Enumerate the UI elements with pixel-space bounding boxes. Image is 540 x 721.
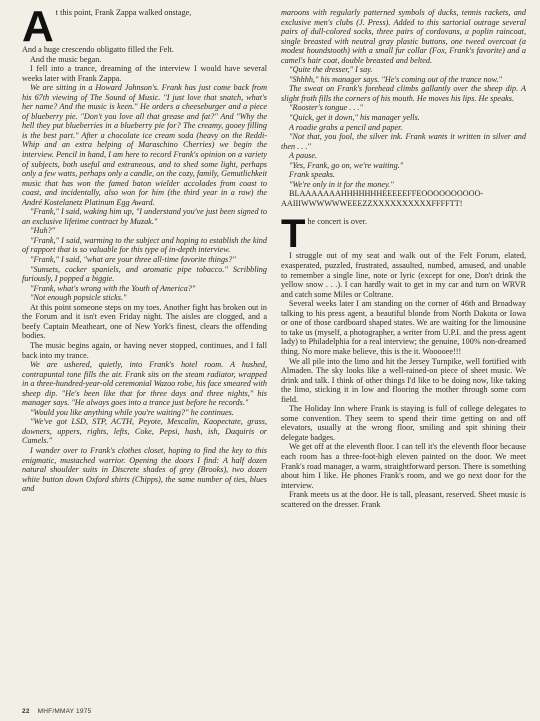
paragraph-text: "Frank, what's wrong with the Youth of America?" <box>30 283 196 293</box>
paragraph-text: "Quick, get it down," his manager yells. <box>289 113 420 123</box>
paragraph-text: "Frank," I said, "what are your three all-time favorite things?" <box>30 255 236 265</box>
column-left <box>22 8 267 702</box>
paragraph-text: "Frank," I said, warming to the subject and hoping to establish the kind of rapport that is so valuable for this type of in-depth interview. <box>22 235 267 255</box>
paragraph-text: "Shhhh," his manager says. "He's coming out of the trance now." <box>289 74 502 84</box>
column-right <box>281 8 526 702</box>
paragraph <box>22 45 267 55</box>
paragraph-text: And the music began. <box>30 54 102 64</box>
paragraph-text: "We've got LSD, STP, ACTH, Peyote, Mescalin, Kaopectate, grass, downers, uppers, rights, lefts, Coke, Pepsi, hash, ish, Daquiris or Camels." <box>22 417 267 446</box>
paragraph <box>281 404 526 442</box>
paragraph <box>281 189 526 208</box>
paragraph <box>22 255 267 265</box>
paragraph-text: maroons with regularly patterned symbols of ducks, tennis rackets, and exclusive men's clubs (J. Press). Added to this sartorial outrage several pairs of dull-colored socks, three pairs of cordovans, a poplin raincoat, single breasted with neutral gray plastic buttons, one tweed overcoat (a modest houndstooth) with a small fur collar (Fox, Frank's favorite) and a camel's hair coat, double breasted and belted. <box>281 8 526 65</box>
page-number: 22 <box>22 708 30 715</box>
paragraph-text: "Rooster's tongue . . ." <box>289 103 363 113</box>
paragraph <box>22 83 267 207</box>
paragraph-text: The Holiday Inn where Frank is staying is full of college delegates to some convention. They seem to spend their time getting on and off elevators, usually at the wrong floor, smiling and spit shining their delegate badges. <box>281 404 526 442</box>
paragraph-text: "Would you like anything while you're waiting?" he continues. <box>30 407 234 417</box>
paragraph-text: We all pile into the limo and hit the Jersey Turnpike, well fortified with Almaden. The sky looks like a well-rained-on piece of sheet music. We drink and talk. I think of other things I'd like to be doing now, like taking the limo, sticking it in low and flooring the mother through some corn field. <box>281 356 526 404</box>
paragraph-text: I fell into a trance, dreaming of the interview I would have several weeks later with Frank Zappa. <box>22 64 267 83</box>
page-footer <box>22 708 91 715</box>
paragraph <box>22 236 267 255</box>
paragraph-text: I struggle out of my seat and walk out of the Felt Forum, elated, exasperated, puzzled, frustrated, assaulted, numbed, amused, and unable to remember a single line, note or lyric (except for one, Don't drink the yellow snow . . .). I can hardly wait to get in my car and turn on WRVR and catch some Miles or Coltrane. <box>281 251 526 299</box>
paragraph <box>281 357 526 405</box>
paragraph <box>281 170 526 180</box>
paragraph <box>22 360 267 408</box>
paragraph-text: "Sunsets, cocker spaniels, and aromatic pipe tobacco." Scribbling furiously, I popped a biggie. <box>22 264 267 284</box>
paragraph-text: "We're only in it for the money." <box>289 179 394 189</box>
paragraph-text: The sweat on Frank's forehead climbs gallantly over the sheep dip. A slight froth fills the corners of his mouth. He moves his lips. He speaks. <box>281 84 526 103</box>
paragraph <box>281 180 526 190</box>
paragraph <box>281 132 526 151</box>
paragraph <box>22 64 267 83</box>
paragraph <box>281 217 526 251</box>
paragraph-text: "Frank," I said, waking him up, "I understand you've just been signed to an exclusive lifetime contract by Muzak." <box>22 207 267 226</box>
paragraph <box>281 442 526 490</box>
paragraph <box>281 251 526 299</box>
paragraph-text: We get off at the eleventh floor. I can tell it's the eleventh floor because each room has a three-foot-high eleven painted on the door. We meet Frank's road manager, a warm, straightforward person. There is something about him I like. He phones Frank's room, and we go next door for the interview. <box>281 442 526 490</box>
paragraph-text: BLAAAAAAAHHHHHHHEEEEEFFEOOOOOOOOOO-AAIIIWWWWWWEEEZZXXXXXXXXXXFFFFTT! <box>281 189 484 208</box>
paragraph-text: "Not enough popsicle sticks." <box>30 293 127 303</box>
paragraph <box>281 65 526 75</box>
paragraph <box>281 8 526 65</box>
paragraph-text: I wander over to Frank's clothes closet, hoping to find the key to this enigmatic, mustached warrior. Opening the doors I find: A half dozen natural shoulder suits in Discrete shades of grey (Brooks), two dozen white button down Oxford shirts (Chipps), the same number of ties, blues and <box>22 445 267 494</box>
paragraph-text: Several weeks later I am standing on the corner of 46th and Broadway talking to his press agent, a beautiful blonde from North Dakota or Iowa or one of those cardboard shaped states. We are waiting for the limousine to take us (myself, a photographer, a writer from U.P.I. and the press agent lady) to Philadelphia for a real interview; the genuine, 100% non-dreamed thing. No more make believe, this is the it. Wooooee!!! <box>281 299 526 356</box>
paragraph-text: "Huh?" <box>30 226 56 236</box>
paragraph-text: Frank meets us at the door. He is tall, pleasant, reserved. Sheet music is scattered on the dresser. Frank <box>281 490 526 509</box>
paragraph <box>281 84 526 103</box>
paragraph <box>22 8 267 45</box>
paragraph <box>22 265 267 284</box>
drop-cap: T <box>281 217 306 252</box>
drop-cap: A <box>22 8 54 45</box>
paragraph-text: he concert is over. <box>307 217 368 227</box>
paragraph-text: "Quite the dresser," I say. <box>289 65 373 75</box>
paragraph <box>22 303 267 341</box>
paragraph <box>22 408 267 418</box>
paragraph <box>22 284 267 294</box>
paragraph-text: A pause. <box>289 151 318 161</box>
paragraph <box>22 293 267 303</box>
paragraph-text: And a huge crescendo obligatto filled the Felt. <box>22 45 174 54</box>
section-break <box>281 208 526 217</box>
paragraph-text: Frank speaks. <box>289 170 335 180</box>
issue-date: MHF/MMAY 1975 <box>37 708 92 715</box>
paragraph-text: "Yes, Frank, go on, we're waiting." <box>289 160 404 170</box>
paragraph <box>22 417 267 446</box>
paragraph-text: The music begins again, or having never stopped, continues, and I fall back into my trance. <box>22 340 267 360</box>
paragraph-text: t this point, Frank Zappa walked onstage, <box>55 8 192 17</box>
paragraph <box>281 299 526 356</box>
paragraph <box>281 75 526 85</box>
paragraph <box>281 161 526 171</box>
paragraph-text: We are sitting in a Howard Johnson's. Frank has just come back from his 67th viewing of The Sound of Music. "I just love that snatch, what's her name? And the music is keen." He orders a cheeseburger and a piece of blueberry pie. "Don't you love all that grease and fat?" And "Why the hell they put blueberries in a blueberry pie for? The creamy, gooey filling is the best part." After a chocolate ice cream soda (heavy on the Reddi-Whip and an extra helping of Maraschino Cherries) we begin the interview. Pencil in hand, I am here to record Frank's opinion on a variety of subjects, both useful and extraneous, and to shed some light, perhaps only a few watts, perhaps only a candle, on the cozy, family, Gemutlichkeit music that has won the famed baton wielder accolades from coast to coast, and incidentally, also won for him (the third year in a row) the André Kostelanetz Platinum Egg Award. <box>22 83 267 207</box>
paragraph <box>22 341 267 360</box>
paragraph <box>281 113 526 123</box>
paragraph <box>22 207 267 226</box>
paragraph <box>22 226 267 236</box>
paragraph <box>281 123 526 133</box>
paragraph-text: A roadie grabs a pencil and paper. <box>289 122 403 132</box>
paragraph-text: We are ushered, quietly, into Frank's hotel room. A hushed, contrapuntal tone fills the air. Frank sits on the steam radiator, wrapped in a three-hundred-year-old ceremonial Wazoo robe, his face smeared with sheep dip. "He's been like that for three days and three nights," his manager says. "He always goes into a trance just before he records." <box>22 360 267 408</box>
paragraph <box>281 151 526 161</box>
paragraph-text: At this point someone steps on my toes. Another fight has broken out in the Forum and it isn't even Friday night. The aisles are clogged, and a beefy Captain Meatheart, one of New York's finest, clears the offending bodies. <box>22 302 267 341</box>
paragraph <box>281 490 526 509</box>
paragraph <box>281 103 526 113</box>
paragraph-text: "Not that, you fool, the silver ink. Frank wants it written in silver and then . . ." <box>281 132 526 151</box>
article-body <box>22 8 526 702</box>
paragraph <box>22 55 267 65</box>
paragraph <box>22 446 267 494</box>
